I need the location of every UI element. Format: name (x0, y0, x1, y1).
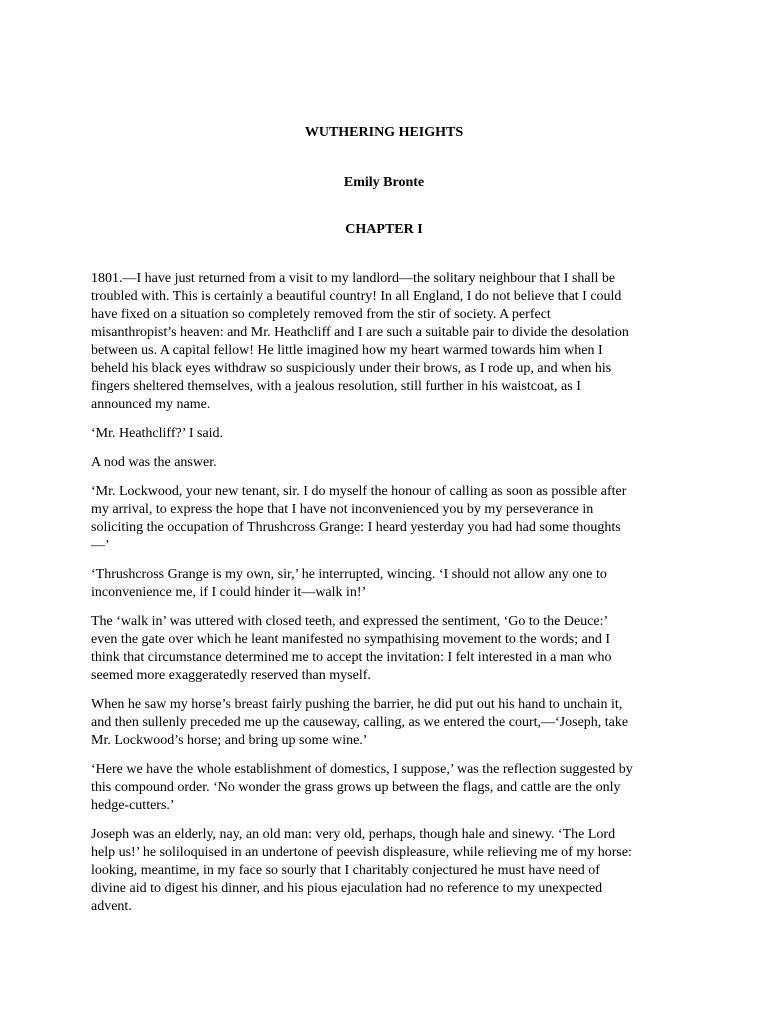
paragraph: ‘Mr. Lockwood, your new tenant, sir. I do myself the honour of calling as soon as possible after my arrival, to express the hope that I have not inconvenienced you by my perseverance in soliciting the occupation of Thrushcross Grange: I heard yesterday you had had some thoughts —’ (91, 484, 627, 553)
paragraph: A nod was the answer. (91, 455, 217, 470)
paragraph: When he saw my horse’s breast fairly pushing the barrier, he did put out his hand to unchain it, and then sullenly preceded me up the causeway, calling, as we entered the court,—‘Joseph, take Mr. Lockwood’s horse; and bring up some wine.’ (91, 697, 629, 748)
paragraph: Joseph was an elderly, nay, an old man: very old, perhaps, though hale and sinewy. ‘The Lord help us!’ he soliloquised in an undertone of peevish displeasure, while relieving me of my horse: looking, meantime, in my face so sourly that I charitably conjectured he must have need of divine aid to digest his dinner, and his pious ejaculation had no reference to my unexpected advent. (91, 827, 632, 914)
chapter-heading: CHAPTER I (345, 222, 423, 237)
book-title: WUTHERING HEIGHTS (304, 125, 464, 140)
paragraph: The ‘walk in’ was uttered with closed teeth, and expressed the sentiment, ‘Go to the Deuce:’ even the gate over which he leant manifested no sympathising movement to the words; and I think that circumstance determined me to accept the invitation: I felt interested in a man who seemed more exaggeratedly reserved than myself. (91, 614, 612, 683)
book-author: Emily Bronte (343, 175, 425, 190)
paragraph: ‘Mr. Heathcliff?’ I said. (91, 426, 224, 441)
paragraph: ‘Here we have the whole establishment of domestics, I suppose,’ was the reflection suggested by this compound order. ‘No wonder the grass grows up between the flags, and cattle are the only hedge-cutters.’ (91, 762, 633, 813)
paragraph: 1801.—I have just returned from a visit to my landlord—the solitary neighbour that I shall be troubled with. This is certainly a beautiful country! In all England, I do not believe that I could have fixed on a situation so completely removed from the stir of society. A perfect misanthropist’s heaven: and Mr. Heathcliff and I are such a suitable pair to divide the desolation between us. A capital fellow! He little imagined how my heart warmed towards him when I beheld his black eyes withdraw so suspiciously under their brows, as I rode up, and when his fingers sheltered themselves, with a jealous resolution, still further in his waistcoat, as I announced my name. (91, 271, 629, 412)
paragraph: ‘Thrushcross Grange is my own, sir,’ he interrupted, wincing. ‘I should not allow any one to inconvenience me, if I could hinder it—walk in!’ (91, 567, 607, 600)
chapter-body (91, 270, 683, 927)
